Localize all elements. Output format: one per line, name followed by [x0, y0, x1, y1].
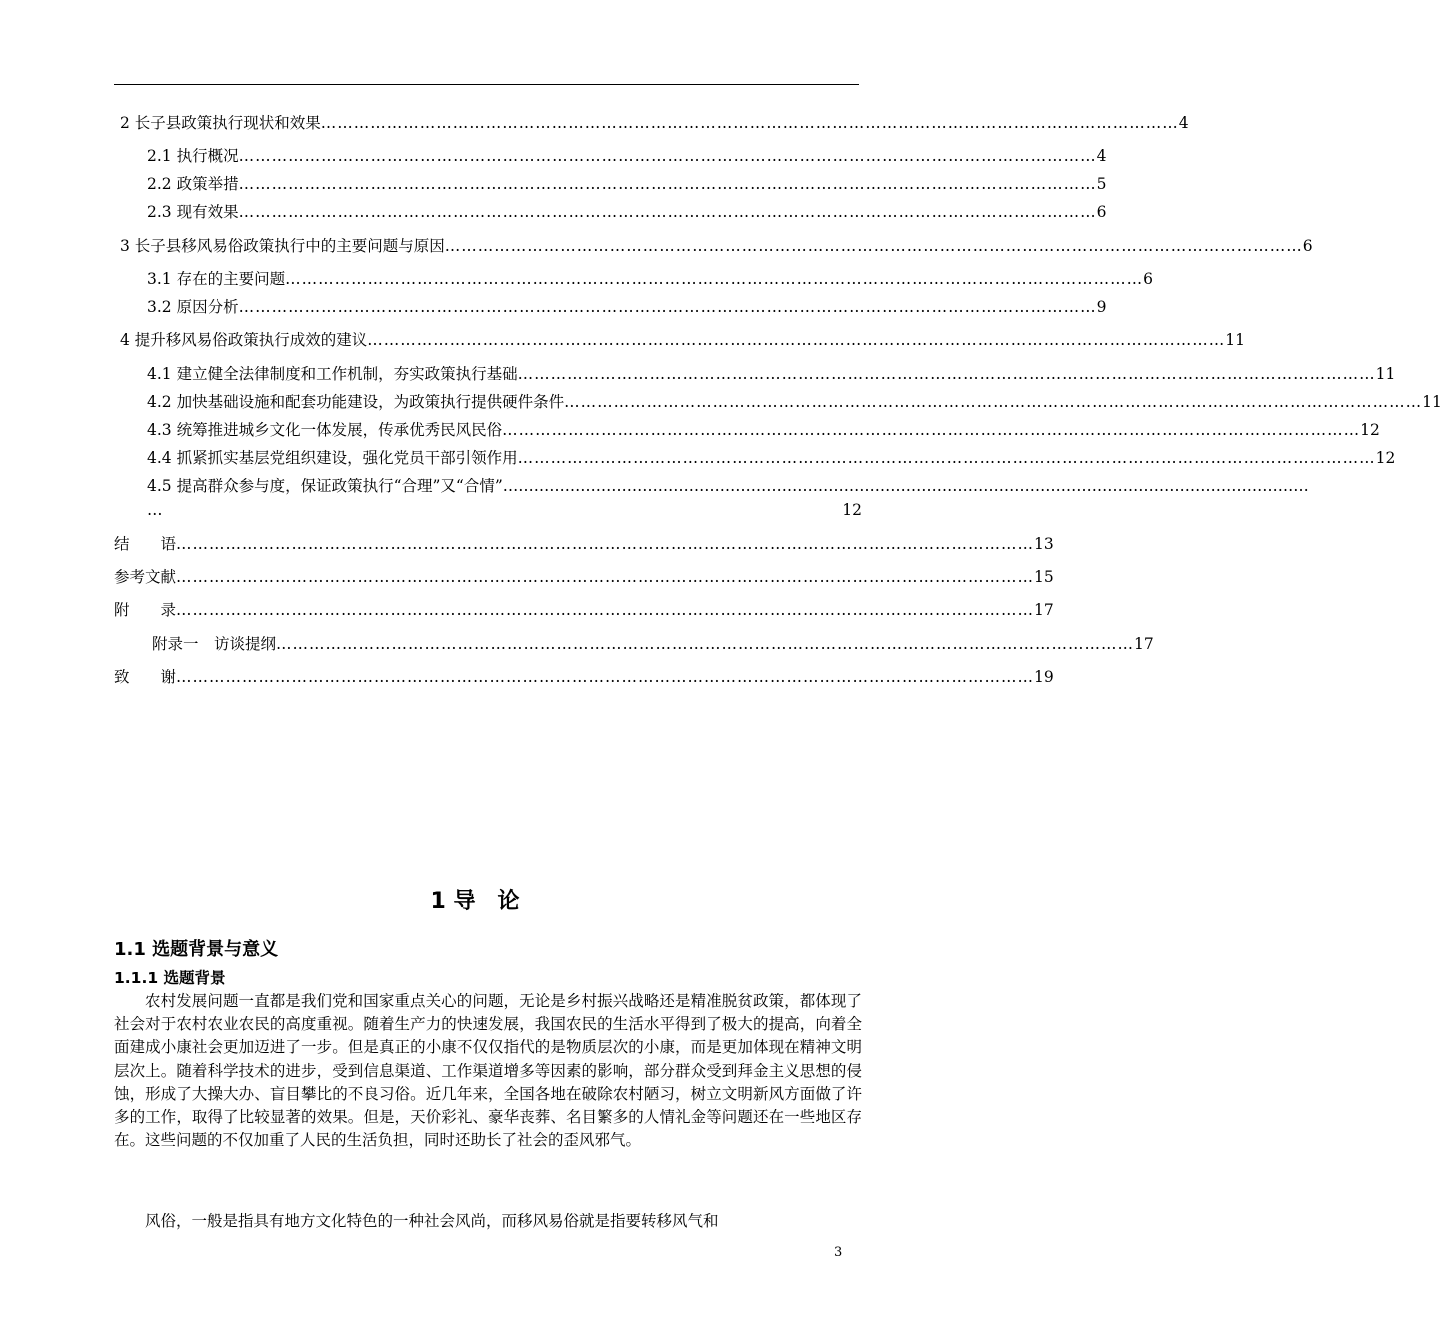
toc-leader-dots: …………………………………………………………………………………………………………………………………………	[502, 421, 1361, 439]
toc-leader-dots: …………………………………………………………………………………………………………………………………………	[176, 668, 1035, 686]
toc-entry-title: 3.2 原因分析	[147, 298, 239, 316]
toc-page-number: 6	[1096, 203, 1107, 221]
toc-page-number: 15	[1034, 568, 1054, 586]
toc-entry[interactable]	[114, 567, 1054, 587]
toc-entry-title: 4.2 加快基础设施和配套功能建设，为政策执行提供硬件条件	[147, 393, 565, 411]
toc-entry[interactable]	[152, 634, 1154, 654]
toc-entry[interactable]	[120, 236, 1313, 256]
toc-page-number: 11	[1375, 365, 1396, 383]
toc-entry-title: 4.3 统筹推进城乡文化一体发展，传承优秀民风民俗	[147, 421, 503, 439]
toc-entry[interactable]	[147, 269, 1153, 289]
toc-entry[interactable]	[147, 392, 1442, 412]
toc-leader-dots: …………………………………………………………………………………………………………………………………………	[320, 114, 1179, 132]
toc-page-number: 13	[1034, 535, 1054, 553]
toc-page-number: 5	[1096, 175, 1107, 193]
toc-entry-title: 2 长子县政策执行现状和效果	[120, 114, 321, 132]
toc-entry-title: 4 提升移风易俗政策执行成效的建议	[120, 331, 368, 349]
toc-entry-title: 附录一 访谈提纲	[152, 635, 277, 653]
toc-leader-dots: …………………………………………………………………………………………………………………………………………	[176, 568, 1035, 586]
chapter-title: 1 导 论	[430, 889, 520, 914]
toc-leader-dots: …………………………………………………………………………………………………………………………………………	[517, 365, 1376, 383]
toc-leader-dots: …………………………………………………………………………………………………………………………………………	[276, 635, 1135, 653]
toc-entry-title: 4.4 抓紧抓实基层党组织建设，强化党员干部引领作用	[147, 449, 518, 467]
toc-leader-dots: …………………………………………………………………………………………………………………………………………	[367, 331, 1226, 349]
toc-entry-title: 2.3 现有效果	[147, 203, 239, 221]
toc-page-number: 6	[1302, 237, 1313, 255]
toc-entry-title: 参考文献	[114, 568, 177, 586]
toc-entry[interactable]	[147, 174, 1107, 194]
toc-entry-title: 4.5 提高群众参与度，保证政策执行“合理”又“合情”	[147, 477, 503, 495]
toc-page-number: 17	[1134, 635, 1154, 653]
toc-entry-title: 4.1 建立健全法律制度和工作机制，夯实政策执行基础	[147, 365, 518, 383]
toc-entry[interactable]	[147, 420, 1380, 440]
toc-leader-dots: …………………………………………………………………………………………………………………………………………	[176, 601, 1035, 619]
toc-entry-title: 3.1 存在的主要问题	[147, 270, 286, 288]
toc-page-number: 4	[1096, 147, 1107, 165]
toc-leader-dots: …………………………………………………………………………………………………………………………………………	[238, 147, 1097, 165]
toc-entry[interactable]	[147, 297, 1107, 317]
toc-entry[interactable]	[147, 146, 1107, 166]
toc-entry[interactable]	[147, 448, 1396, 468]
toc-entry[interactable]	[114, 534, 1054, 554]
toc-entry-title: 2.2 政策举措	[147, 175, 239, 193]
toc-leader-dots: …………………………………………………………………………………………………………………………………………	[176, 535, 1035, 553]
toc-leader-dots: …………………………………………………………………………………………………………………………………………	[238, 175, 1097, 193]
subsection-heading: 1.1.1 选题背景	[114, 969, 226, 987]
toc-entry-continuation	[147, 500, 862, 520]
toc-page-number: 6	[1143, 270, 1153, 288]
toc-leader-dots: …………………………………………………………………………………………………………………………………………	[502, 477, 1309, 495]
toc-entry[interactable]	[120, 330, 1246, 350]
toc-entry[interactable]	[120, 113, 1189, 133]
toc-leader-dots: …………………………………………………………………………………………………………………………………………	[517, 449, 1376, 467]
toc-entry-title: 结 语	[114, 535, 177, 553]
toc-entry-title: 3 长子县移风易俗政策执行中的主要问题与原因	[120, 237, 445, 255]
toc-page-number: 4	[1178, 114, 1189, 132]
section-heading: 1.1 选题背景与意义	[114, 939, 279, 960]
toc-entry-title: 致 谢	[114, 668, 177, 686]
toc-leader-dots: …………………………………………………………………………………………………………………………………………	[564, 393, 1423, 411]
toc-entry[interactable]	[114, 667, 1054, 687]
toc-entry[interactable]	[147, 364, 1396, 384]
toc-page-number: 12	[842, 501, 862, 519]
toc-page-number: 19	[1034, 668, 1054, 686]
toc-page-number: 11	[1225, 331, 1246, 349]
toc-page-number: 12	[1360, 421, 1380, 439]
toc-page-number: 9	[1096, 298, 1107, 316]
toc-entry[interactable]	[114, 600, 1054, 620]
body-paragraph: 风俗，一般是指具有地方文化特色的一种社会风尚，而移风易俗就是指要转移风气和	[145, 1212, 719, 1230]
page-number: 3	[834, 1245, 843, 1260]
header-rule	[114, 84, 859, 85]
toc-page-number: 12	[1375, 449, 1396, 467]
toc-entry[interactable]	[147, 476, 1309, 496]
toc-entry[interactable]	[147, 202, 1107, 222]
toc-leader-dots: …………………………………………………………………………………………………………………………………………	[238, 203, 1097, 221]
toc-leader-dots: …………………………………………………………………………………………………………………………………………	[444, 237, 1303, 255]
toc-entry-title: 2.1 执行概况	[147, 147, 239, 165]
body-paragraph: 农村发展问题一直都是我们党和国家重点关心的问题，无论是乡村振兴战略还是精准脱贫政策，都体现了社会对于农村农业农民的高度重视。随着生产力的快速发展，我国农民的生活水平得到了极大的提高，向着全面建成小康社会更加迈进了一步。但是真正的小康不仅仅指代的是物质层次的小康，而是更加体现在精神文明层次上。随着科学技术的进步，受到信息渠道、工作渠道增多等因素的影响，部分群众受到拜金主义思想的侵蚀，形成了大操大办、盲目攀比的不良习俗。近几年来，全国各地在破除农村陋习，树立文明新风方面做了许多的工作，取得了比较显著的效果。但是，天价彩礼、豪华丧葬、名目繁多的人情礼金等问题还在一些地区存在。这些问题的不仅加重了人民的生活负担，同时还助长了社会的歪风邪气。	[114, 992, 862, 1150]
toc-leader-dots: …………………………………………………………………………………………………………………………………………	[238, 298, 1097, 316]
toc-entry-title: 附 录	[114, 601, 177, 619]
toc-page-number: 11	[1422, 393, 1442, 411]
toc-page-number: 17	[1034, 601, 1054, 619]
toc-leader-dots: …………………………………………………………………………………………………………………………………………	[285, 270, 1144, 288]
toc-leader-dots: …	[147, 501, 163, 519]
